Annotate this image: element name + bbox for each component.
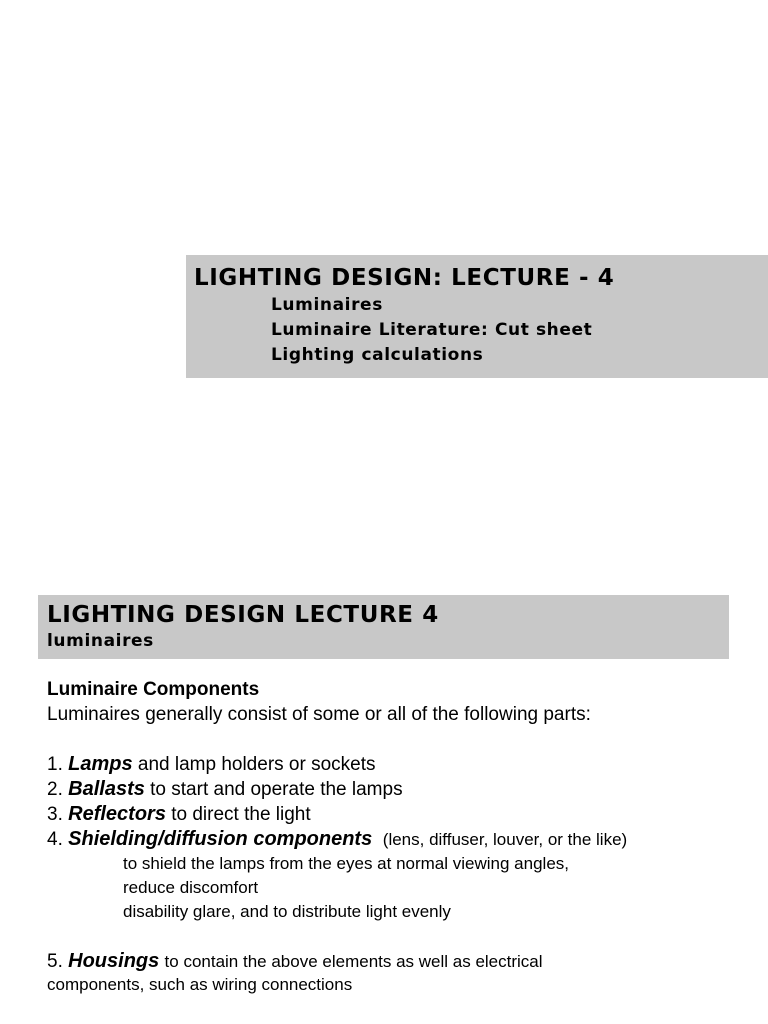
topic-luminaires: Luminaires [271, 295, 383, 315]
item-number: 5. [47, 951, 63, 972]
list-item [47, 752, 747, 777]
item-continuation: components, such as wiring connections [47, 975, 353, 994]
item-term: Shielding/diffusion components [68, 828, 373, 850]
spacer [47, 924, 747, 949]
section-subtitle: luminaires [47, 631, 154, 651]
item-number: 4. [47, 829, 63, 850]
item-text: and lamp holders or sockets [137, 754, 376, 775]
item-text: (lens, diffuser, louver, or the like) [382, 830, 628, 849]
item-number: 2. [47, 779, 63, 800]
list-item [47, 777, 747, 802]
item-detail: to shield the lamps from the eyes at normal viewing angles, [123, 854, 570, 873]
components-heading: Luminaire Components [47, 679, 260, 700]
section-title-banner [38, 595, 729, 659]
lecture-title: LIGHTING DESIGN: LECTURE - 4 [194, 265, 615, 291]
components-intro: Luminaires generally consist of some or all of the following parts: [47, 704, 591, 725]
item-number: 1. [47, 754, 63, 775]
list-item [47, 802, 747, 827]
slide-body [47, 677, 747, 996]
lecture-title-banner [186, 255, 768, 378]
item-term: Ballasts [68, 778, 145, 800]
topic-cut-sheet: Luminaire Literature: Cut sheet [271, 320, 593, 340]
item-term: Lamps [68, 753, 133, 775]
item-text: to direct the light [171, 804, 311, 825]
item-text: to contain the above elements as well as electrical [164, 952, 543, 971]
section-title: LIGHTING DESIGN LECTURE 4 [47, 602, 439, 628]
list-item [47, 949, 747, 974]
topic-calculations: Lighting calculations [271, 345, 484, 365]
item-detail: disability glare, and to distribute light evenly [123, 902, 451, 921]
spacer [47, 727, 747, 752]
item-term: Housings [68, 950, 160, 972]
item-number: 3. [47, 804, 63, 825]
item-detail: reduce discomfort [123, 878, 259, 897]
item-text: to start and operate the lamps [150, 779, 403, 800]
item-term: Reflectors [68, 803, 166, 825]
list-item [47, 827, 747, 852]
